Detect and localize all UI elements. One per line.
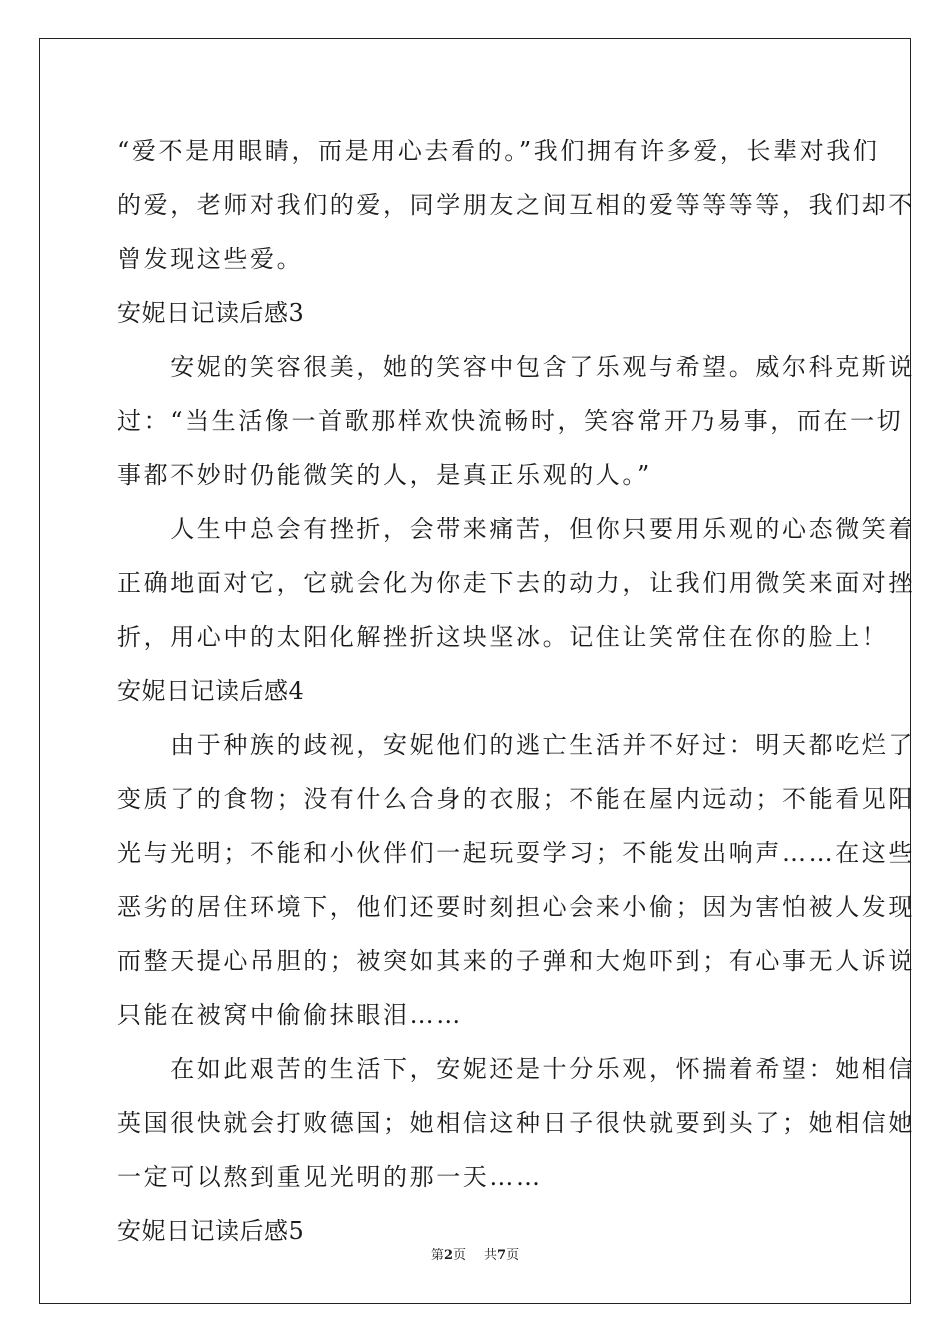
section-heading-5: 安妮日记读后感5 (117, 1217, 305, 1245)
body-line: 事都不妙时仍能微笑的人，是真正乐观的人。” (117, 461, 652, 489)
body-line: 由于种族的歧视，安妮他们的逃亡生活并不好过：明天都吃烂了 (117, 731, 915, 759)
body-line: “爱不是用眼睛，而是用心去看的。”我们拥有许多爱，长辈对我们 (117, 137, 880, 165)
footer-total-suffix: 页 (506, 1248, 520, 1263)
section-heading-4: 安妮日记读后感4 (117, 677, 305, 705)
body-line: 曾发现这些爱。 (117, 245, 304, 273)
body-line: 在如此艰苦的生活下，安妮还是十分乐观，怀揣着希望：她相信 (117, 1055, 915, 1083)
body-line: 正确地面对它，它就会化为你走下去的动力，让我们用微笑来面对挫 (117, 569, 915, 597)
total-page-number: 7 (497, 1248, 507, 1263)
footer-page-suffix: 页 (452, 1248, 466, 1263)
body-line: 人生中总会有挫折，会带来痛苦，但你只要用乐观的心态微笑着 (117, 515, 915, 543)
body-line: 折，用心中的太阳化解挫折这块坚冰。记住让笑常住在你的脸上！ (117, 623, 889, 651)
body-line: 只能在被窝中偷偷抹眼泪…… (117, 1001, 463, 1029)
body-line: 过：“当生活像一首歌那样欢快流畅时，笑容常开乃易事，而在一切 (117, 407, 904, 435)
body-line: 恶劣的居住环境下，他们还要时刻担心会来小偷；因为害怕被人发现 (117, 893, 915, 921)
footer-prefix: 第 (430, 1248, 444, 1263)
body-line: 而整天提心吊胆的；被突如其来的子弹和大炮吓到；有心事无人诉说 (117, 947, 915, 975)
body-line: 的爱，老师对我们的爱，同学朋友之间互相的爱等等等等，我们却不 (117, 191, 915, 219)
body-line: 一定可以熬到重见光明的那一天…… (117, 1163, 543, 1191)
body-line: 英国很快就会打败德国；她相信这种日子很快就要到头了；她相信她 (117, 1109, 915, 1137)
current-page-number: 2 (443, 1248, 453, 1263)
body-line: 变质了的食物；没有什么合身的衣服；不能在屋内远动；不能看见阳 (117, 785, 915, 813)
page-footer (0, 1248, 950, 1264)
footer-total-prefix: 共 (484, 1248, 498, 1263)
body-line: 光与光明；不能和小伙伴们一起玩耍学习；不能发出响声……在这些 (117, 839, 915, 867)
document-body (117, 124, 915, 1258)
body-line: 安妮的笑容很美，她的笑容中包含了乐观与希望。威尔科克斯说 (117, 353, 915, 381)
section-heading-3: 安妮日记读后感3 (117, 299, 305, 327)
